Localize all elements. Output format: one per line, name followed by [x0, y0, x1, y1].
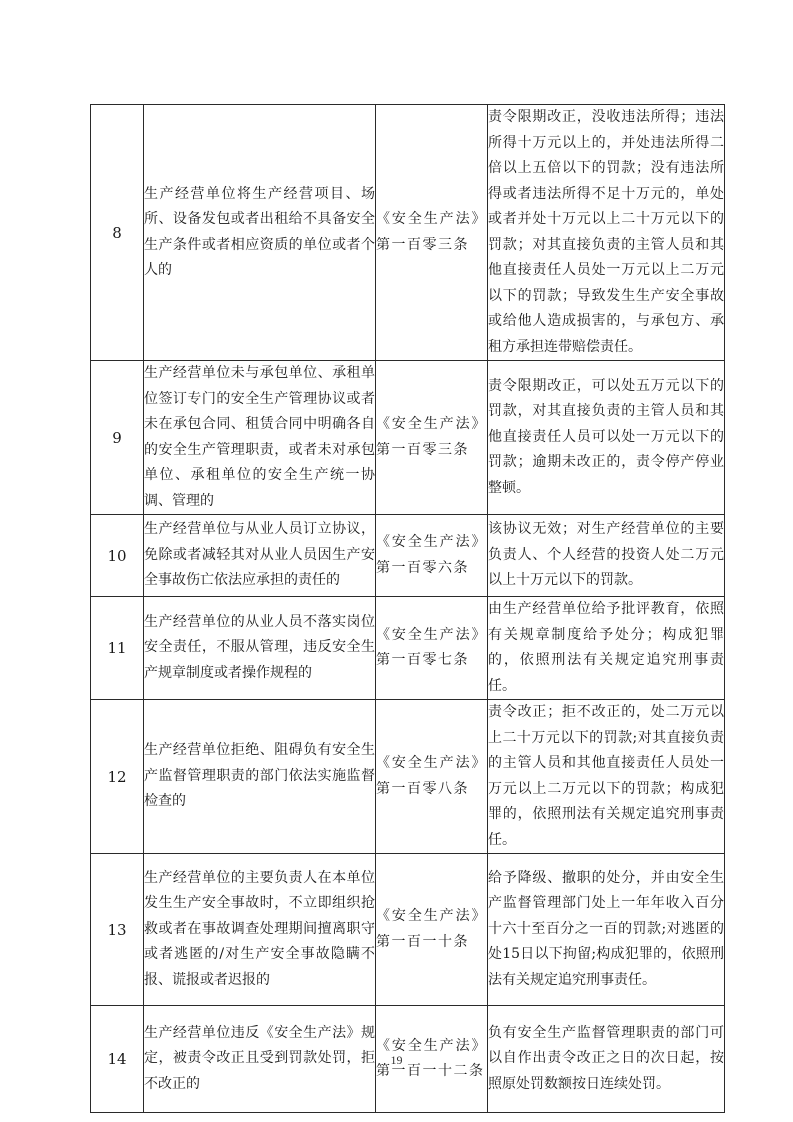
violation-description: 生产经营单位与从业人员订立协议，免除或者减轻其对从业人员因生产安全事故伤亡依法应承担的责任的	[144, 515, 376, 597]
violation-description: 生产经营单位的主要负责人在本单位发生生产安全事故时，不立即组织抢救或者在事故调查处理期间擅离职守或者逃匿的/对生产安全事故隐瞒不报、谎报或者迟报的	[144, 854, 376, 1006]
row-number: 14	[91, 1006, 144, 1113]
legal-basis: 《安全生产法》第一百零八条	[376, 700, 488, 854]
violation-description: 生产经营单位将生产经营项目、场所、设备发包或者出租给不具备安全生产条件或者相应资质的单位或者个人的	[144, 105, 376, 361]
legal-basis: 《安全生产法》第一百零三条	[376, 105, 488, 361]
penalty-description: 负有安全生产监督管理职责的部门可以自作出责令改正之日的次日起，按照原处罚数额按日连续处罚。	[488, 1006, 725, 1113]
row-number: 10	[91, 515, 144, 597]
page-number: 19	[390, 1053, 403, 1067]
table-row	[91, 515, 725, 597]
penalty-description: 由生产经营单位给予批评教育，依照有关规章制度给予处分；构成犯罪的，依照刑法有关规定追究刑事责任。	[488, 597, 725, 700]
legal-basis: 《安全生产法》第一百一十二条	[376, 1006, 488, 1113]
row-number: 12	[91, 700, 144, 854]
penalty-description: 该协议无效；对生产经营单位的主要负责人、个人经营的投资人处二万元以上十万元以下的罚款。	[488, 515, 725, 597]
row-number: 11	[91, 597, 144, 700]
legal-basis: 《安全生产法》第一百零六条	[376, 515, 488, 597]
table-row	[91, 361, 725, 515]
row-number: 8	[91, 105, 144, 361]
table-row	[91, 105, 725, 361]
penalty-description: 责令改正；拒不改正的，处二万元以上二十万元以下的罚款;对其直接负责的主管人员和其他直接责任人员处一万元以上二万元以下的罚款；构成犯罪的，依照刑法有关规定追究刑事责任。	[488, 700, 725, 854]
table-row	[91, 700, 725, 854]
violation-description: 生产经营单位的从业人员不落实岗位安全责任，不服从管理，违反安全生产规章制度或者操作规程的	[144, 597, 376, 700]
legal-basis: 《安全生产法》第一百零三条	[376, 361, 488, 515]
violation-description: 生产经营单位拒绝、阻碍负有安全生产监督管理职责的部门依法实施监督检查的	[144, 700, 376, 854]
legal-basis: 《安全生产法》第一百一十条	[376, 854, 488, 1006]
penalty-description: 责令限期改正，没收违法所得；违法所得十万元以上的，并处违法所得二倍以上五倍以下的罚款；没有违法所得或者违法所得不足十万元的，单处或者并处十万元以上二十万元以下的罚款；对其直接负责的主管人员和其他直接责任人员处一万元以上二万元以下的罚款；导致发生生产安全事故或给他人造成损害的，与承包方、承租方承担连带赔偿责任。	[488, 105, 725, 361]
row-number: 9	[91, 361, 144, 515]
row-number: 13	[91, 854, 144, 1006]
legal-basis: 《安全生产法》第一百零七条	[376, 597, 488, 700]
violation-description: 生产经营单位违反《安全生产法》规定，被责令改正且受到罚款处罚，拒不改正的	[144, 1006, 376, 1113]
penalty-table	[90, 104, 725, 1113]
table-row	[91, 854, 725, 1006]
violation-description: 生产经营单位未与承包单位、承租单位签订专门的安全生产管理协议或者未在承包合同、租赁合同中明确各自的安全生产管理职责，或者未对承包单位、承租单位的安全生产统一协调、管理的	[144, 361, 376, 515]
table-row	[91, 597, 725, 700]
penalty-description: 给予降级、撤职的处分，并由安全生产监督管理部门处上一年年收入百分十六十至百分之一百的罚款;对逃匿的处15日以下拘留;构成犯罪的，依照刑法有关规定追究刑事责任。	[488, 854, 725, 1006]
penalty-description: 责令限期改正，可以处五万元以下的罚款，对其直接负责的主管人员和其他直接责任人员可以处一万元以下的罚款；逾期未改正的，责令停产停业整顿。	[488, 361, 725, 515]
